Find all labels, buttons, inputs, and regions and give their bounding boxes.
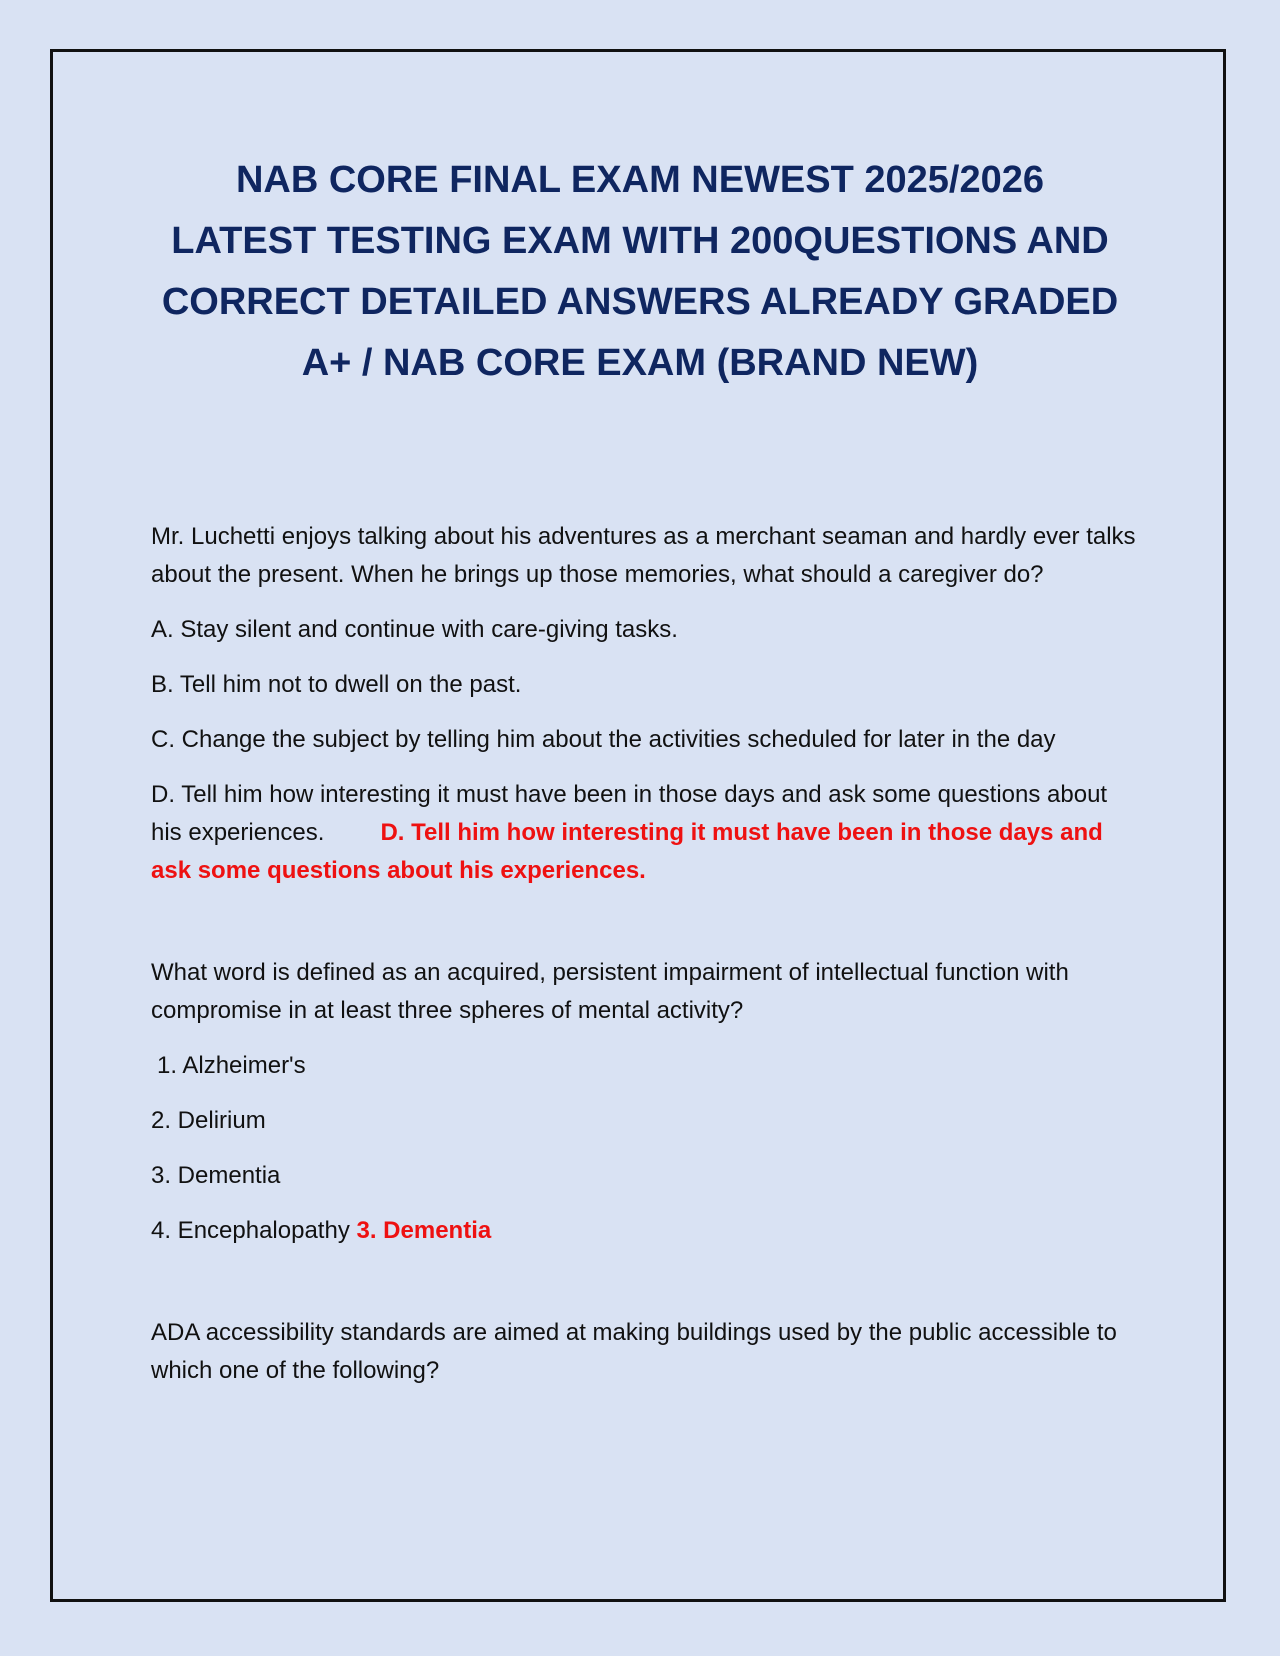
question-3-prompt: ADA accessibility standards are aimed at making buildings used by the public accessible to which one of the following? [151, 1319, 1117, 1384]
question-1-option-b: B. Tell him not to dwell on the past. [151, 671, 522, 698]
title-line-3: CORRECT DETAILED ANSWERS ALREADY GRADED [161, 281, 1119, 323]
question-1-option-d: D. Tell him how interesting it must have been in those days and ask some questions about his experiences. [151, 781, 1108, 846]
question-1-prompt: Mr. Luchetti enjoys talking about his adventures as a merchant seaman and hardly ever talks about the present. When he brings up those memories, what should a caregiver do? [151, 523, 1136, 588]
title-line-4: A+ / NAB CORE EXAM (BRAND NEW) [301, 342, 979, 384]
question-2-option-3: 3. Dementia [151, 1162, 281, 1189]
document-title [100, 150, 1180, 394]
title-line-2: LATEST TESTING EXAM WITH 200QUESTIONS AND [171, 220, 1109, 262]
question-1-option-c: C. Change the subject by telling him about the activities scheduled for later in the day [151, 726, 1056, 753]
question-2-prompt: What word is defined as an acquired, persistent impairment of intellectual function with compromise in at least three spheres of mental activity? [151, 959, 1069, 1024]
question-block-2 [151, 954, 1136, 1250]
question-1-option-d-with-answer [151, 776, 1136, 890]
question-2-option-4-with-answer [151, 1212, 1136, 1250]
question-2-option-2: 2. Delirium [151, 1107, 266, 1134]
document-body [151, 518, 1136, 1407]
question-2-option-4: 4. Encephalopathy [151, 1217, 350, 1244]
question-2-option-1: 1. Alzheimer's [157, 1052, 306, 1079]
question-1-answer: D. Tell him how interesting it must have been in those days and ask some questions about his experiences. [151, 819, 1103, 884]
question-block-3 [151, 1314, 1136, 1390]
question-2-answer: 3. Dementia [356, 1217, 492, 1244]
question-block-1 [151, 518, 1136, 890]
title-line-1: NAB CORE FINAL EXAM NEWEST 2025/2026 [235, 159, 1045, 201]
question-1-option-a: A. Stay silent and continue with care-giving tasks. [151, 616, 678, 643]
